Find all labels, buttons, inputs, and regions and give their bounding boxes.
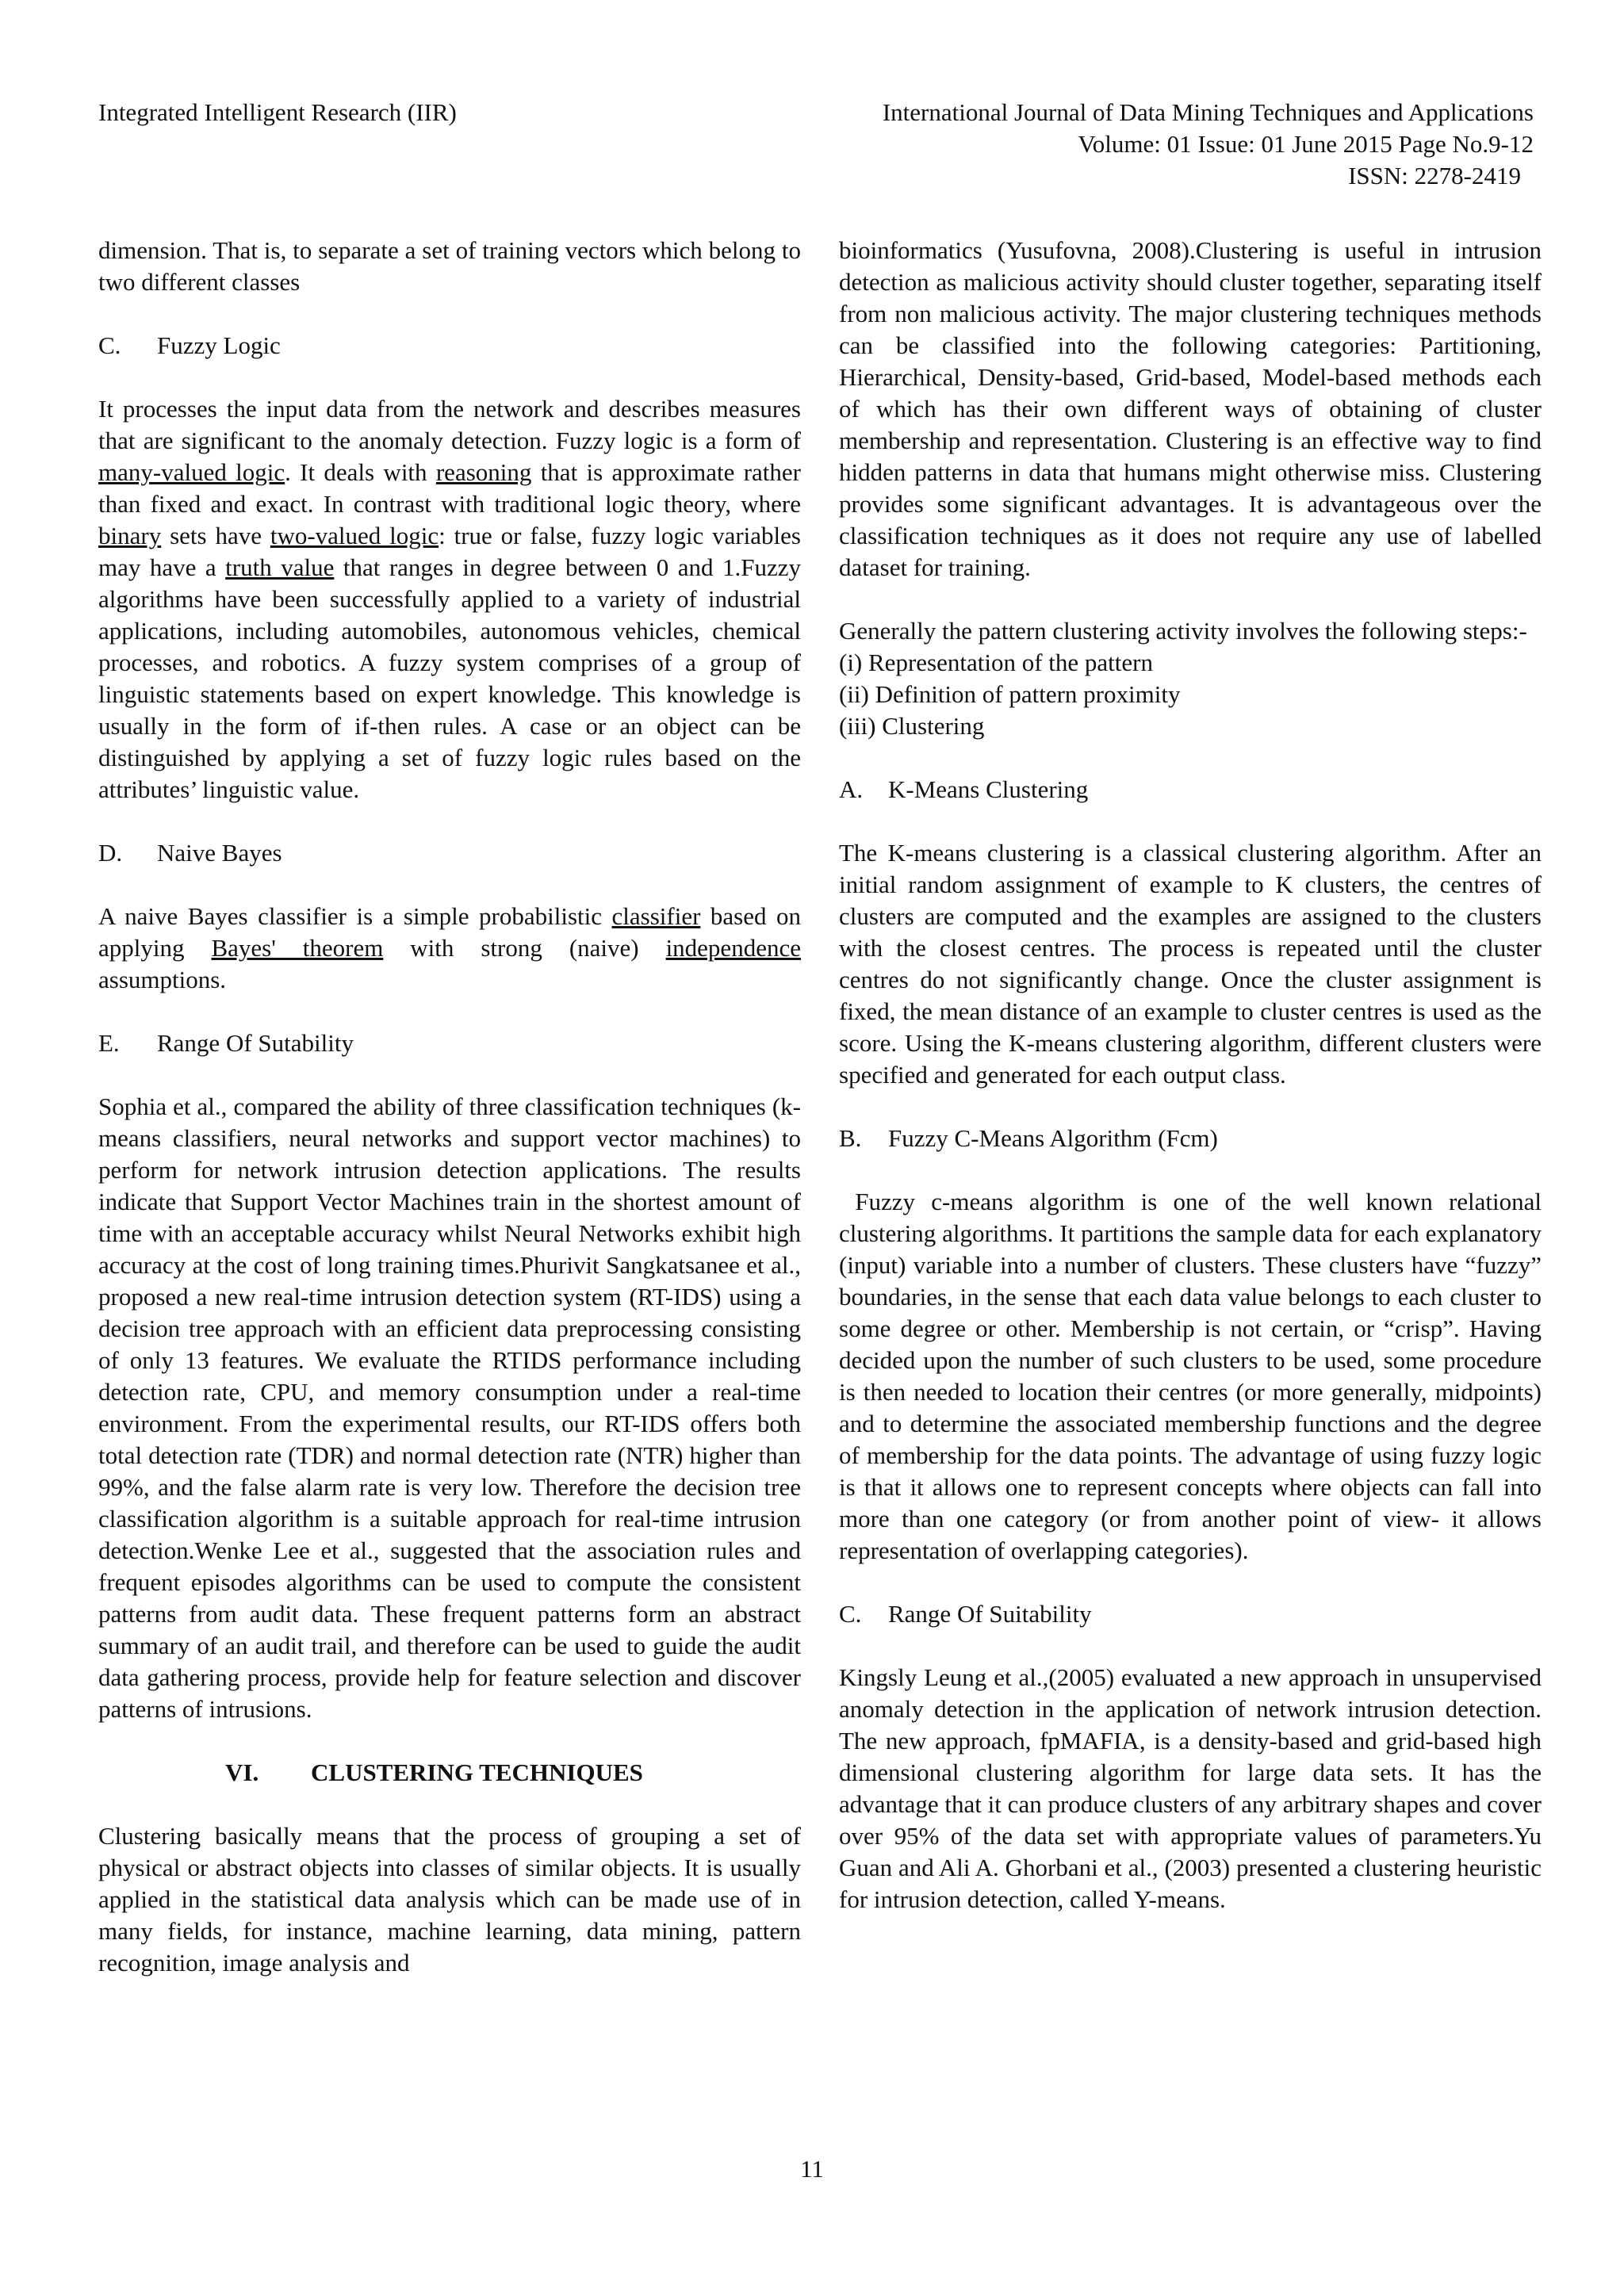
text-run: sets have — [161, 522, 270, 549]
link-truth-value[interactable]: truth value — [225, 553, 335, 581]
text-run: : true or false, fuzzy logic variables may have a — [98, 522, 801, 581]
section-label: C. — [839, 1600, 862, 1628]
section-title: Naive Bayes — [157, 839, 282, 867]
left-column — [98, 235, 801, 1979]
paragraph-fuzzy-logic — [98, 393, 801, 806]
section-label: C. — [98, 331, 121, 359]
text-run: A naive Bayes classifier is a simple probabilistic — [98, 902, 612, 930]
journal-info — [883, 97, 1534, 192]
paragraph-k-means: The K-means clustering is a classical clustering algorithm. After an initial random assignment of example to K clusters, the centres of clusters are computed and the examples are assigned to the clusters with the closest centres. The process is repeated until the cluster centres do not significantly change. Once the cluster assignment is fixed, the mean distance of an example to cluster centres is used as the score. Using the K-means clustering algorithm, different clusters were specified and generated for each output class. — [839, 839, 1542, 1089]
right-column — [839, 235, 1548, 1915]
section-heading-range-of-suitability — [839, 1598, 1542, 1630]
section-label: B. — [839, 1124, 862, 1152]
journal-title: International Journal of Data Mining Techniques and Applications — [882, 98, 1534, 126]
paragraph-fuzzy-c-means: Fuzzy c-means algorithm is one of the well known relational clustering algorithms. It partitions the sample data for each explanatory (input) variable into a number of clusters. These clusters have “fuzzy” boundaries, in the sense that each data value belongs to each cluster to some degree or other. Membership is not certain, or “crisp”. Having decided upon the number of such clusters to be used, some procedure is then needed to location their centres (or more generally, midpoints) and to determine the associated membership functions and the degree of membership for the data points. The advantage of using fuzzy logic is that it allows one to represent concepts where objects can fall into more than one category (or from another point of view- it allows representation of overlapping categories). — [839, 1188, 1548, 1564]
link-many-valued-logic[interactable]: many-valued logic — [98, 458, 285, 486]
link-reasoning[interactable]: reasoning — [435, 458, 532, 486]
section-heading-range-of-sutability — [98, 1027, 801, 1059]
section-heading-naive-bayes — [98, 837, 801, 869]
section-number: VI. — [225, 1758, 259, 1786]
journal-publisher: Integrated Intelligent Research (IIR) — [98, 98, 457, 126]
section-title: Range Of Suitability — [888, 1600, 1092, 1628]
text-run: assumptions. — [98, 966, 227, 993]
paragraph-naive-bayes — [98, 901, 801, 996]
list-item: (iii) Clustering — [839, 712, 985, 740]
section-heading-clustering-techniques — [98, 1757, 801, 1789]
text-run: that ranges in degree between 0 and 1.Fuzzy algorithms have been successfully applied to a variety of industrial applications, including automobiles, autonomous vehicles, chemical processes, and robotics. A fuzzy system comprises of a group of linguistic statements based on expert knowledge. This knowledge is usually in the form of if-then rules. A case or an object can be distinguished by applying a set of fuzzy logic rules based on the attributes’ linguistic value. — [98, 553, 801, 803]
link-two-valued-logic[interactable]: two-valued logic — [270, 522, 439, 549]
section-title: Fuzzy Logic — [157, 331, 281, 359]
section-label: D. — [98, 839, 123, 867]
paragraph-intro: dimension. That is, to separate a set of training vectors which belong to two different classes — [98, 236, 801, 296]
link-independence[interactable]: independence — [665, 934, 801, 962]
steps-list — [839, 647, 1542, 742]
page-number: 11 — [800, 2155, 824, 2183]
section-title: Range Of Sutability — [157, 1029, 354, 1057]
journal-volume: Volume: 01 Issue: 01 June 2015 Page No.9-12 — [1078, 130, 1534, 158]
paragraph-sophia: Sophia et al., compared the ability of three classification techniques (k-means classifiers, neural networks and support vector machines) to perform for network intrusion detection applications. The results indicate that Support Vector Machines train in the shortest amount of time with an acceptable accuracy whilst Neural Networks exhibit high accuracy at the cost of long training times.Phurivit Sangkatsanee et al., proposed a new real-time intrusion detection system (RT-IDS) using a decision tree approach with an efficient data preprocessing consisting of only 13 features. We evaluate the RTIDS performance including detection rate, CPU, and memory consumption under a real-time environment. From the experimental results, our RT-IDS offers both total detection rate (TDR) and normal detection rate (NTR) higher than 99%, and the false alarm rate is very low. Therefore the decision tree classification algorithm is a suitable approach for real-time intrusion detection.Wenke Lee et al., suggested that the association rules and frequent episodes algorithms can be used to compute the consistent patterns from audit data. These frequent patterns form an abstract summary of an audit trail, and therefore can be used to guide the audit data gathering process, provide help for feature selection and discover patterns of intrusions. — [98, 1093, 801, 1723]
section-heading-fuzzy-logic — [98, 330, 801, 362]
text-run: . It deals with — [285, 458, 436, 486]
text-run: that is approximate rather than fixed and exact. In contrast with traditional logic theory, where — [98, 458, 801, 518]
link-binary[interactable]: binary — [98, 522, 162, 549]
text-run: It processes the input data from the network and describes measures that are significant to the anomaly detection. Fuzzy logic is a form of — [98, 395, 801, 454]
journal-issn: ISSN: 2278-2419 — [1348, 162, 1521, 189]
section-heading-fuzzy-c-means — [839, 1123, 1542, 1154]
paragraph-kingsly: Kingsly Leung et al.,(2005) evaluated a new approach in unsupervised anomaly detection in the application of network intrusion detection. The new approach, fpMAFIA, is a density-based and grid-based high dimensional clustering algorithm for large data sets. It has the advantage that it can produce clusters of any arbitrary shapes and cover over 95% of the data set with appropriate values of parameters.Yu Guan and Ali A. Ghorbani et al., (2003) presented a clustering heuristic for intrusion detection, called Y-means. — [839, 1663, 1542, 1913]
section-heading-k-means — [839, 774, 1542, 806]
section-label: A. — [839, 775, 864, 803]
section-label: E. — [98, 1029, 120, 1057]
list-item: (ii) Definition of pattern proximity — [839, 680, 1181, 708]
link-bayes-theorem[interactable]: Bayes' theorem — [211, 934, 384, 962]
text-run: based on applying — [98, 902, 801, 962]
link-classifier[interactable]: classifier — [611, 902, 701, 930]
text-run: with strong (naive) — [383, 934, 666, 962]
section-title: CLUSTERING TECHNIQUES — [311, 1758, 643, 1786]
section-title: Fuzzy C-Means Algorithm (Fcm) — [888, 1124, 1218, 1152]
paragraph-bioinformatics: bioinformatics (Yusufovna, 2008).Clustering is useful in intrusion detection as malicious activity should cluster together, separating itself from non malicious activity. The major clustering techniques methods can be classified into the following categories: Partitioning, Hierarchical, Density-based, Grid-based, Model-based methods each of which has their own different ways of obtaining of cluster membership and representation. Clustering is an effective way to find hidden patterns in data that humans might otherwise miss. Clustering provides some significant advantages. It is advantageous over the classification techniques as it does not require any use of labelled dataset for training. — [839, 236, 1542, 581]
paragraph-steps-intro: Generally the pattern clustering activity involves the following steps:- — [839, 617, 1527, 645]
section-title: K-Means Clustering — [888, 775, 1089, 803]
list-item: (i) Representation of the pattern — [839, 649, 1153, 676]
paragraph-clustering: Clustering basically means that the process of grouping a set of physical or abstract objects into classes of similar objects. It is usually applied in the statistical data analysis which can be made use of in many fields, for instance, machine learning, data mining, pattern recognition, image analysis and — [98, 1822, 801, 1976]
